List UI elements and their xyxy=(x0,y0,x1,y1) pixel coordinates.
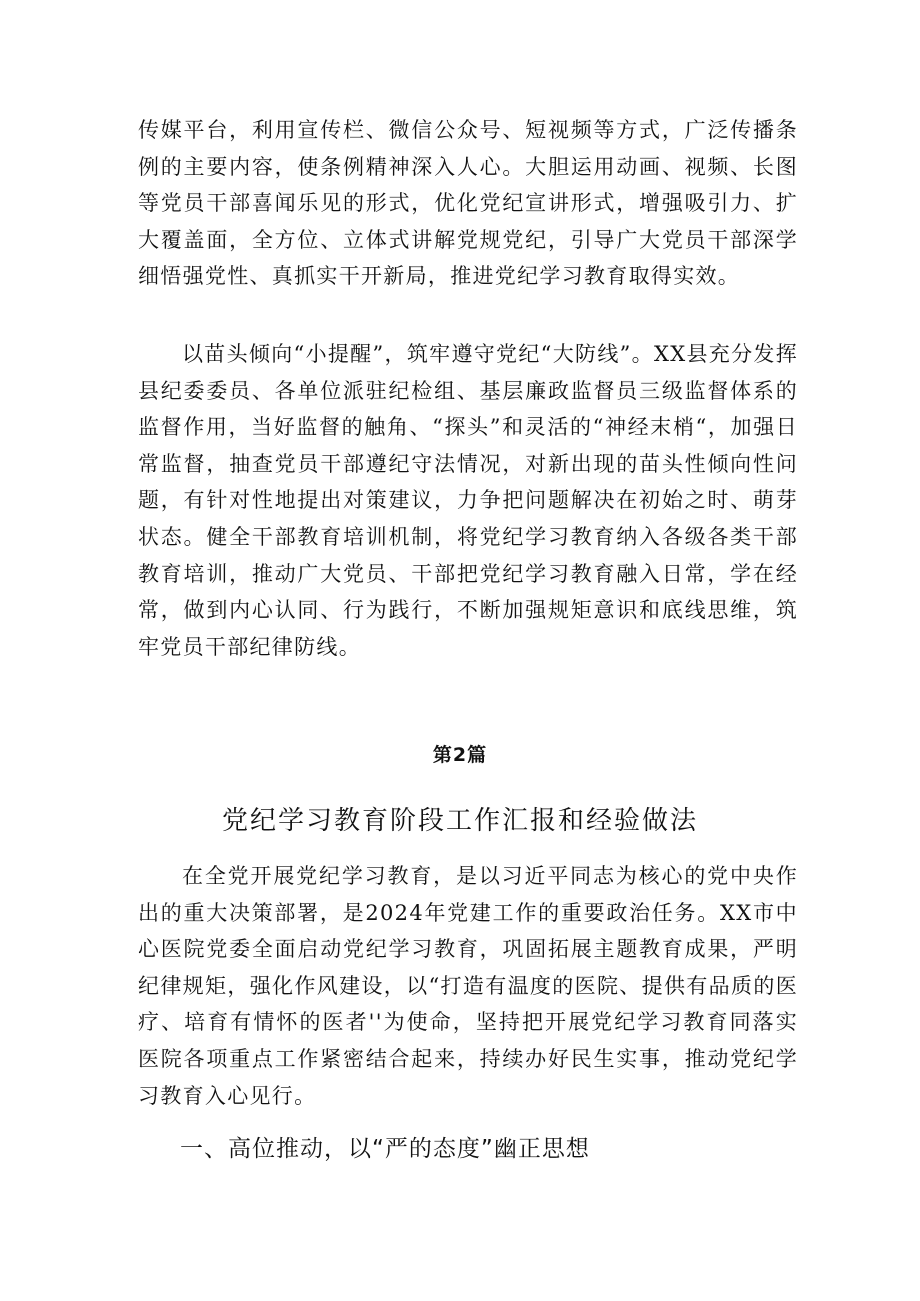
document-title: 党纪学习教育阶段工作汇报和经验做法 xyxy=(221,806,698,836)
body-paragraph-2: 以苗头倾向“小提醒”，筑牢遵守党纪“大防线”。XX县充分发挥县纪委委员、各单位派驻纪检组、基层廉政监督员三级监督体系的监督作用，当好监督的触角、“探头”和灵活的“神经末梢“，加强日常监督，抽查党员干部遵纪守法情况，对新出现的苗头性倾向性问题，有针对性地提出对策建议，力争把问题解决在初始之时、萌芽状态。健全干部教育培训机制，将党纪学习教育纳入各级各类干部教育培训，推动广大党员、干部把党纪学习教育融入日常，学在经常，做到内心认同、行为践行，不断加强规矩意识和底线思维，筑牢党员干部纪律防线。 xyxy=(138,342,798,659)
section-heading-1: 一、高位推动，以“严的态度”幽正思想 xyxy=(180,1136,590,1162)
body-paragraph-1: 传媒平台，利用宣传栏、微信公众号、短视频等方式，广泛传播条例的主要内容，使条例精神深入人心。大胆运用动画、视频、长图等党员干部喜闻乐见的形式，优化党纪宣讲形式，增强吸引力、扩大覆盖面，全方位、立体式讲解党规党纪，引导广大党员干部深学细悟强党性、真抓实干开新局，推进党纪学习教育取得实效。 xyxy=(138,118,798,289)
body-paragraph-3: 在全党开展党纪学习教育，是以习近平同志为核心的党中央作出的重大决策部署，是2024年党建工作的重要政治任务。XX市中心医院党委全面启动党纪学习教育，巩固拓展主题教育成果，严明纪律规矩，强化作风建设，以“打造有温度的医院、提供有品质的医疗、培育有情怀的医者''为使命，坚持把开展党纪学习教育同落实医院各项重点工作紧密结合起来，持续办好民生实事，推动党纪学习教育入心见行。 xyxy=(138,864,798,1108)
section-label: 第2篇 xyxy=(432,744,488,766)
